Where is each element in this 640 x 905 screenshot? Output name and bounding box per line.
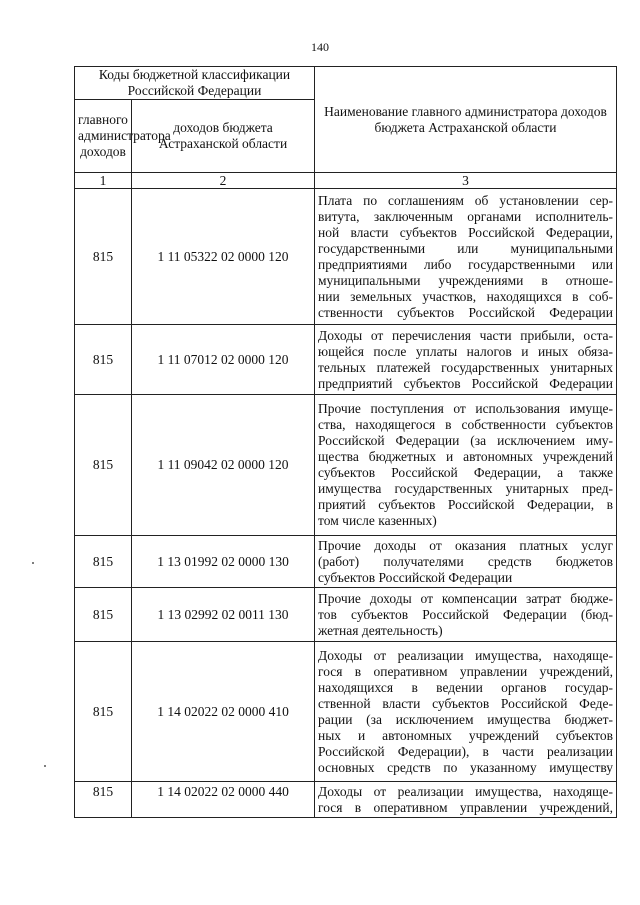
table-row — [75, 642, 617, 782]
admin-column-header: главного администратора доходов — [75, 100, 132, 173]
table-row — [75, 395, 617, 536]
income-name: Прочие доходы от компенсации затрат бюдже- тов субъектов Российской Федерации (бюд- жетная деятельность) — [315, 588, 617, 642]
income-name: Доходы от реализации имущества, находяще- гося в оперативном управлении учреждений, — [315, 782, 617, 818]
scan-speck — [44, 765, 46, 767]
income-name: Прочие поступления от использования имуще- ства, находящегося в собственности субъектов Российской Федерации (за исключением иму- щества бюджетных и автономных учреждений субъектов Российской Федерации, а также имущества государственных унитарных пред- приятий субъектов Российской Федерации, в том числе казенных) — [315, 395, 617, 536]
income-code: 1 14 02022 02 0000 440 — [132, 782, 315, 818]
page-number: 140 — [311, 40, 329, 54]
income-code: 1 13 02992 02 0011 130 — [132, 588, 315, 642]
column-number: 2 — [132, 173, 315, 189]
admin-code: 815 — [75, 325, 132, 395]
income-code: 1 11 05322 02 0000 120 — [132, 189, 315, 325]
table-row — [75, 536, 617, 588]
income-name: Доходы от перечисления части прибыли, оста- ющейся после уплаты налогов и иных обяза- тельных платежей государственных унитарных предприятий субъектов Российской Федерации — [315, 325, 617, 395]
table-row — [75, 325, 617, 395]
table-row — [75, 588, 617, 642]
income-code: 1 13 01992 02 0000 130 — [132, 536, 315, 588]
admin-code: 815 — [75, 189, 132, 325]
table-row — [75, 782, 617, 818]
income-name: Прочие доходы от оказания платных услуг (работ) получателями средств бюджетов субъектов Российской Федерации — [315, 536, 617, 588]
admin-code: 815 — [75, 588, 132, 642]
admin-code: 815 — [75, 536, 132, 588]
admin-code: 815 — [75, 642, 132, 782]
income-code: 1 11 09042 02 0000 120 — [132, 395, 315, 536]
budget-classification-table — [74, 66, 617, 818]
admin-code: 815 — [75, 395, 132, 536]
income-code: 1 11 07012 02 0000 120 — [132, 325, 315, 395]
table-row — [75, 189, 617, 325]
column-number: 1 — [75, 173, 132, 189]
income-name: Доходы от реализации имущества, находяще- гося в оперативном управлении учреждений, находящихся в ведении органов государ- ственной власти субъектов Российской Феде- рации (за исключением имущества бюджет- ных и автономных учреждений субъектов Российской Федерации), в части реализации основных средств по указанному имуществу — [315, 642, 617, 782]
income-code: 1 14 02022 02 0000 410 — [132, 642, 315, 782]
scan-speck — [32, 562, 34, 564]
column-number: 3 — [315, 173, 617, 189]
admin-code: 815 — [75, 782, 132, 818]
income-column-header: доходов бюджета Астраханской области — [132, 100, 315, 173]
income-name: Плата по соглашениям об установлении сер- витута, заключенным органами исполнитель- ной власти субъектов Российской Федерации, государственными или муниципальными предприятиями либо государственными или муниципальными учреждениями в отноше- нии земельных участков, находящихся в соб- ственности субъектов Российской Федерации — [315, 189, 617, 325]
name-column-header: Наименование главного администратора доходов бюджета Астраханской области — [315, 67, 617, 173]
codes-group-header: Коды бюджетной классификации Российской Федерации — [75, 67, 315, 100]
